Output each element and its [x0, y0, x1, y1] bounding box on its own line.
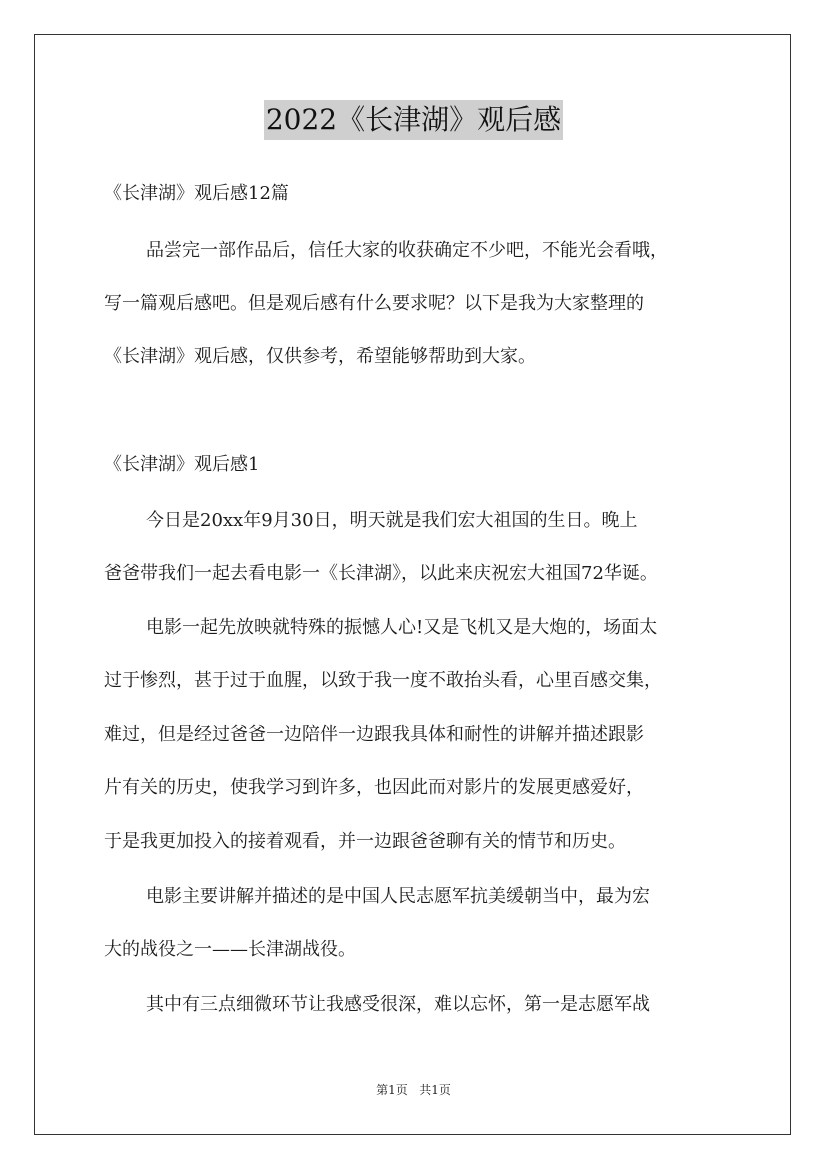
body-line: 今日是20xx年9月30日，明天就是我们宏大祖国的生日。晚上: [146, 510, 638, 531]
intro-line: 写一篇观后感吧。但是观后感有什么要求呢？以下是我为大家整理的: [104, 293, 644, 314]
body-line: 过于惨烈，甚于过于血腥，以致于我一度不敢抬头看，心里百感交集，: [104, 670, 662, 691]
page-footer: [0, 1082, 827, 1098]
body-line: 于是我更加投入的接着观看，并一边跟爸爸聊有关的情节和历史。: [104, 831, 626, 852]
section-heading: 《长津湖》观后感1: [104, 454, 260, 475]
document-subtitle: 《长津湖》观后感12篇: [104, 183, 289, 204]
body-line: 电影主要讲解并描述的是中国人民志愿军抗美缓朝当中，最为宏: [146, 886, 650, 907]
document-title-wrap: [0, 100, 827, 140]
intro-line: 《长津湖》观后感，仅供参考，希望能够帮助到大家。: [104, 346, 536, 367]
body-line: 其中有三点细微环节让我感受很深，难以忘怀，第一是志愿军战: [146, 994, 650, 1015]
document-title: 2022《长津湖》观后感: [264, 100, 563, 140]
body-line: 难过，但是经过爸爸一边陪伴一边跟我具体和耐性的讲解并描述跟影: [104, 724, 644, 745]
body-line: 大的战役之一——长津湖战役。: [104, 939, 356, 960]
body-line: 电影一起先放映就特殊的振憾人心!又是飞机又是大炮的，场面太: [146, 617, 658, 638]
body-line: 爸爸带我们一起去看电影一《长津湖》，以此来庆祝宏大祖国72华诞。: [104, 563, 658, 584]
page-total: 共1页: [419, 1083, 451, 1097]
page-number: 第1页: [376, 1083, 408, 1097]
body-line: 片有关的历史，使我学习到许多，也因此而对影片的发展更感爱好，: [104, 777, 644, 798]
intro-line: 品尝完一部作品后，信任大家的收获确定不少吧，不能光会看哦，: [146, 240, 668, 261]
